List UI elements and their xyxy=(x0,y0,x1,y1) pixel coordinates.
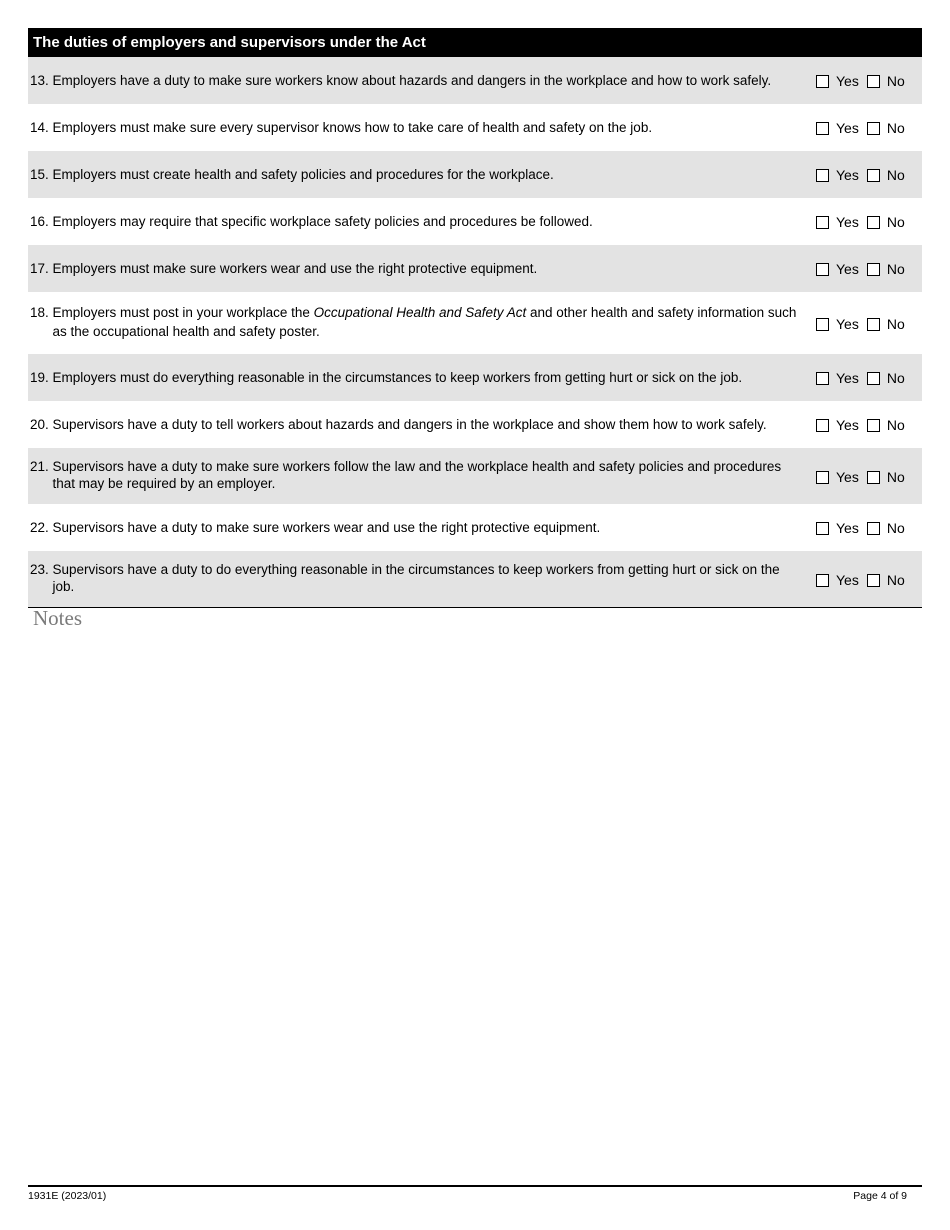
answer-group xyxy=(808,468,922,487)
no-checkbox[interactable] xyxy=(867,263,880,276)
answer-group xyxy=(808,166,922,185)
yes-label: Yes xyxy=(836,520,859,536)
yes-option[interactable] xyxy=(816,416,859,435)
yes-label: Yes xyxy=(836,167,859,183)
question-number: 21. xyxy=(30,458,53,474)
yes-checkbox[interactable] xyxy=(816,75,829,88)
question-text: Employers have a duty to make sure workers know about hazards and dangers in the workplace and how to work safely. xyxy=(52,72,772,88)
yes-option[interactable] xyxy=(816,260,859,279)
yes-option[interactable] xyxy=(816,519,859,538)
question-number: 22. xyxy=(30,519,53,535)
no-checkbox[interactable] xyxy=(867,216,880,229)
no-label: No xyxy=(886,73,905,89)
yes-option[interactable] xyxy=(816,213,859,232)
no-label: No xyxy=(886,370,905,386)
question-row-19 xyxy=(28,354,922,401)
question-text: Supervisors have a duty to tell workers about hazards and dangers in the workplace and show them how to work safely. xyxy=(52,416,767,432)
yes-option[interactable] xyxy=(816,571,859,590)
yes-label: Yes xyxy=(836,370,859,386)
question-number: 20. xyxy=(30,416,53,432)
no-checkbox[interactable] xyxy=(867,75,880,88)
no-option[interactable] xyxy=(867,369,905,388)
question-text: Employers may require that specific workplace safety policies and procedures be followed. xyxy=(52,213,593,229)
page-number: Page 4 of 9 xyxy=(853,1190,907,1202)
question-number: 18. xyxy=(30,304,53,320)
question-text: Employers must post in your workplace the Occupational Health and Safety Act and other health and safety information such as the occupational health and safety poster. xyxy=(52,304,797,339)
yes-label: Yes xyxy=(836,73,859,89)
yes-checkbox[interactable] xyxy=(816,169,829,182)
no-option[interactable] xyxy=(867,468,905,487)
answer-group xyxy=(808,119,922,138)
question-row-15 xyxy=(28,151,922,198)
question-number: 23. xyxy=(30,561,53,577)
yes-option[interactable] xyxy=(816,119,859,138)
question-text: Employers must create health and safety policies and procedures for the workplace. xyxy=(52,166,554,182)
yes-label: Yes xyxy=(836,417,859,433)
question-text: Employers must do everything reasonable in the circumstances to keep workers from getting hurt or sick on the job. xyxy=(52,369,743,385)
no-option[interactable] xyxy=(867,315,905,334)
yes-label: Yes xyxy=(836,315,859,332)
answer-group xyxy=(808,260,922,279)
no-label: No xyxy=(886,520,905,536)
question-row-20 xyxy=(28,401,922,448)
no-option[interactable] xyxy=(867,166,905,185)
question-number: 14. xyxy=(30,119,53,135)
question-row-17 xyxy=(28,245,922,292)
question-row-14 xyxy=(28,104,922,151)
question-row-18 xyxy=(28,292,922,354)
no-label: No xyxy=(886,315,905,332)
yes-checkbox[interactable] xyxy=(816,263,829,276)
answer-group xyxy=(808,571,922,590)
question-text: Employers must make sure every supervisor knows how to take care of health and safety on the job. xyxy=(52,119,653,135)
no-label: No xyxy=(886,261,905,277)
question-row-16 xyxy=(28,198,922,245)
yes-checkbox[interactable] xyxy=(816,372,829,385)
yes-option[interactable] xyxy=(816,72,859,91)
no-option[interactable] xyxy=(867,119,905,138)
question-number: 15. xyxy=(30,166,53,182)
no-checkbox[interactable] xyxy=(867,169,880,182)
yes-label: Yes xyxy=(836,214,859,230)
no-label: No xyxy=(886,571,905,588)
question-text: Supervisors have a duty to do everything reasonable in the circumstances to keep workers from getting hurt or sick on the job. xyxy=(52,561,780,594)
section-header: The duties of employers and supervisors under the Act xyxy=(28,28,922,57)
no-checkbox[interactable] xyxy=(867,574,880,587)
answer-group xyxy=(808,519,922,538)
question-number: 19. xyxy=(30,369,53,385)
yes-option[interactable] xyxy=(816,315,859,334)
question-row-22 xyxy=(28,504,922,551)
no-option[interactable] xyxy=(867,72,905,91)
no-checkbox[interactable] xyxy=(867,471,880,484)
notes-label: Notes xyxy=(33,606,82,630)
answer-group xyxy=(808,315,922,334)
no-checkbox[interactable] xyxy=(867,122,880,135)
yes-checkbox[interactable] xyxy=(816,419,829,432)
no-option[interactable] xyxy=(867,260,905,279)
answer-group xyxy=(808,416,922,435)
answer-group xyxy=(808,213,922,232)
no-checkbox[interactable] xyxy=(867,372,880,385)
question-text: Supervisors have a duty to make sure workers follow the law and the workplace health and safety policies and procedures that may be required by an employer. xyxy=(52,458,782,491)
yes-checkbox[interactable] xyxy=(816,318,829,331)
question-row-13 xyxy=(28,57,922,104)
yes-label: Yes xyxy=(836,468,859,485)
no-option[interactable] xyxy=(867,519,905,538)
no-label: No xyxy=(886,167,905,183)
yes-label: Yes xyxy=(836,261,859,277)
yes-option[interactable] xyxy=(816,369,859,388)
yes-option[interactable] xyxy=(816,468,859,487)
duties-section xyxy=(28,28,922,608)
no-option[interactable] xyxy=(867,416,905,435)
question-row-21 xyxy=(28,448,922,504)
yes-checkbox[interactable] xyxy=(816,574,829,587)
section-bottom-rule xyxy=(28,607,922,608)
yes-label: Yes xyxy=(836,571,859,588)
no-option[interactable] xyxy=(867,213,905,232)
no-label: No xyxy=(886,468,905,485)
answer-group xyxy=(808,72,922,91)
question-number: 13. xyxy=(30,72,53,88)
yes-label: Yes xyxy=(836,120,859,136)
question-text: Supervisors have a duty to make sure workers wear and use the right protective equipment. xyxy=(52,519,601,535)
yes-checkbox[interactable] xyxy=(816,122,829,135)
no-checkbox[interactable] xyxy=(867,419,880,432)
question-number: 16. xyxy=(30,213,53,229)
form-id: 1931E (2023/01) xyxy=(28,1190,107,1202)
question-text: Employers must make sure workers wear and use the right protective equipment. xyxy=(52,260,538,276)
yes-checkbox[interactable] xyxy=(816,522,829,535)
answer-group xyxy=(808,369,922,388)
yes-checkbox[interactable] xyxy=(816,471,829,484)
no-label: No xyxy=(886,417,905,433)
no-checkbox[interactable] xyxy=(867,522,880,535)
yes-option[interactable] xyxy=(816,166,859,185)
no-option[interactable] xyxy=(867,571,905,590)
question-number: 17. xyxy=(30,260,53,276)
act-title: Occupational Health and Safety Act xyxy=(313,304,527,320)
question-row-23 xyxy=(28,551,922,607)
no-checkbox[interactable] xyxy=(867,318,880,331)
yes-checkbox[interactable] xyxy=(816,216,829,229)
no-label: No xyxy=(886,214,905,230)
footer-rule xyxy=(28,1185,922,1187)
no-label: No xyxy=(886,120,905,136)
